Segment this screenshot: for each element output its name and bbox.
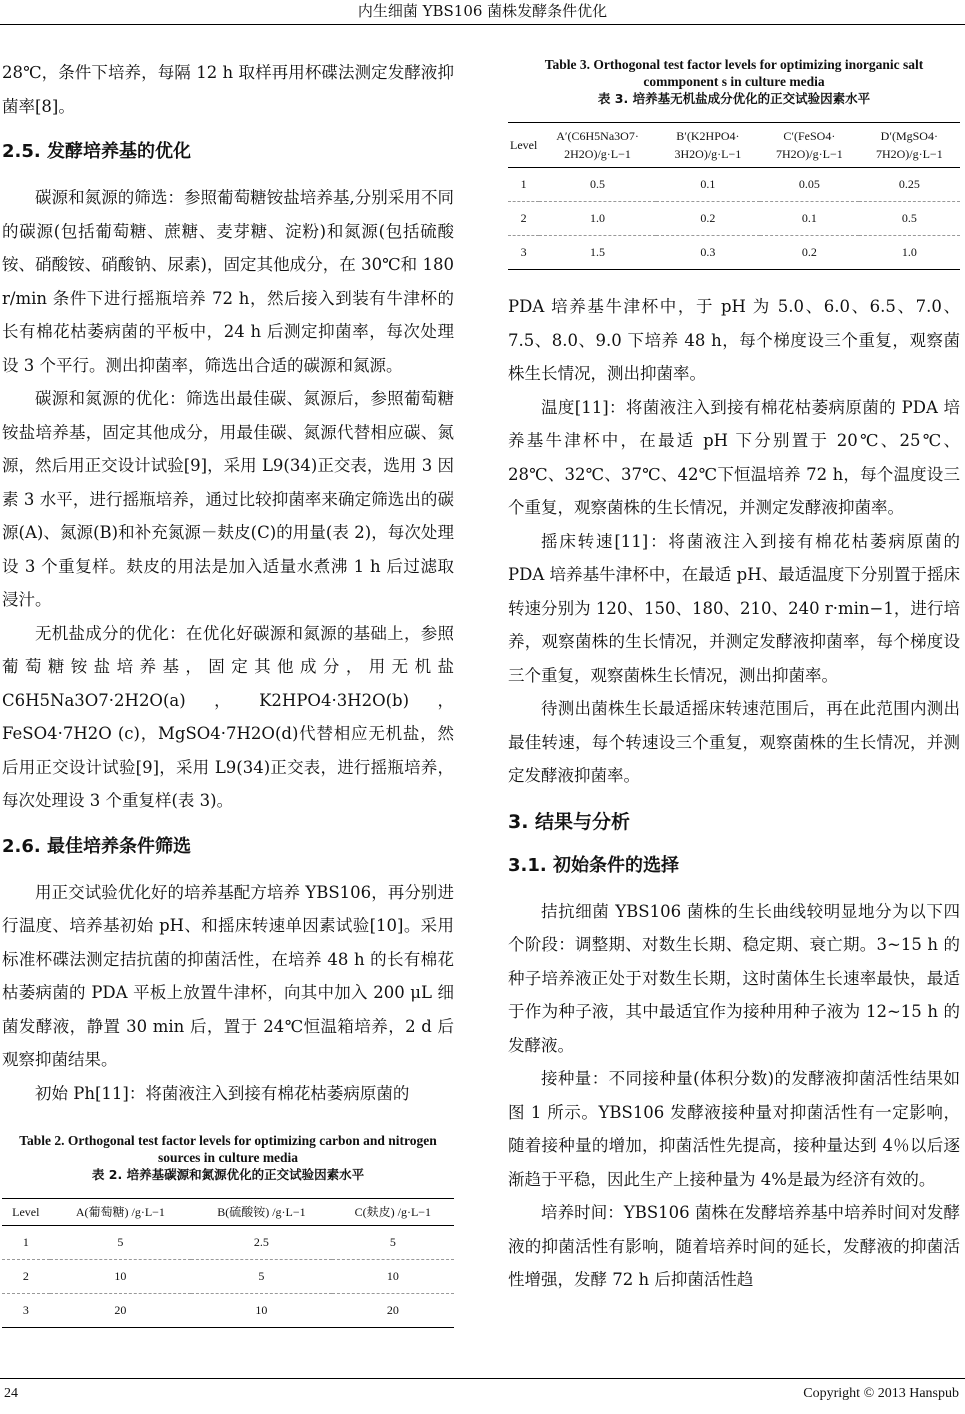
table-cell: 2 bbox=[2, 1260, 50, 1294]
table-cell: 2.5 bbox=[191, 1226, 332, 1260]
section-heading-2-6: 2.6. 最佳培养条件筛选 bbox=[2, 835, 191, 857]
table-cell: 20 bbox=[332, 1294, 454, 1328]
table-cell: 0.2 bbox=[656, 202, 760, 236]
table3-header: Level bbox=[508, 123, 539, 168]
section-heading-2-5: 2.5. 发酵培养基的优化 bbox=[2, 141, 191, 162]
copyright-notice: Copyright © 2013 Hanspub bbox=[803, 1386, 959, 1401]
paragraph: 温度[11]：将菌液注入到接有棉花枯萎病原菌的 PDA 培养基牛津杯中，在最适 pH 下分别置于 20℃、25℃、28℃、32℃、37℃、42℃下恒温培养 72 h，每个温度设三个重复，观察菌株的生长情况，并测定发酵液抑菌率。 bbox=[508, 397, 960, 517]
table3-header: B′(K2HPO4· 3H2O)/g·L−1 bbox=[656, 123, 760, 168]
page-number: 24 bbox=[4, 1386, 18, 1401]
table-cell: 2 bbox=[508, 202, 539, 236]
paragraph: 用正交试验优化好的培养基配方培养 YBS106，再分别进行温度、培养基初始 pH、和摇床转速单因素试验[10]。采用标准杯碟法测定拮抗菌的抑菌活性，在培养 48 h 的长有棉花枯萎病菌的 PDA 平板上放置牛津杯，向其中加入 200 μL 细菌发酵液，静置 30 min 后，置于 24℃恒温箱培养，2 d 后观察抑菌结果。 bbox=[2, 882, 454, 1069]
table2-header: A(葡萄糖) /g·L−1 bbox=[50, 1199, 192, 1226]
paragraph: 碳源和氮源的筛选：参照葡萄糖铵盐培养基,分别采用不同的碳源(包括葡萄糖、蔗糖、麦芽糖、淀粉)和氮源(包括硫酸铵、硝酸铵、硝酸钠、尿素)，固定其他成分，在 30℃和 180 r/min 条件下进行摇瓶培养 72 h，然后接入到装有牛津杯的长有棉花枯萎病菌的平板中，24 h 后测定抑菌率，每次处理设 3 个平行。测出抑菌率，筛选出合适的碳源和氮源。 bbox=[2, 188, 454, 375]
table3 bbox=[508, 122, 960, 270]
table-cell: 0.5 bbox=[539, 168, 655, 202]
table-cell: 1 bbox=[508, 168, 539, 202]
table-cell: 0.1 bbox=[656, 168, 760, 202]
table-cell: 0.1 bbox=[760, 202, 859, 236]
paragraph: 无机盐成分的优化：在优化好碳源和氮源的基础上，参照葡萄糖铵盐培养基，固定其他成分，用无机盐 C6H5Na3O7·2H2O(a)，K2HPO4·3H2O(b)，FeSO4·7H2O (c)，MgSO4·7H2O(d)代替相应无机盐，然后用正交设计试验[9]，采用 L9(34)正交表，进行摇瓶培养，每次处理设 3 个重复样(表 3)。 bbox=[2, 623, 454, 810]
table-cell: 3 bbox=[2, 1294, 50, 1328]
running-title: 内生细菌 YBS106 菌株发酵条件优化 bbox=[357, 2, 608, 20]
table-cell: 0.3 bbox=[656, 236, 760, 270]
paragraph: 初始 Ph[11]：将菌液注入到接有棉花枯萎病原菌的 bbox=[35, 1083, 410, 1103]
table-row bbox=[2, 1260, 454, 1294]
paragraph: 培养时间：YBS106 菌株在发酵培养基中培养时间对发酵液的抑菌活性有影响，随着培养时间的延长，发酵液的抑菌活性增强，发酵 72 h 后抑菌活性趋 bbox=[508, 1203, 960, 1289]
paragraph: 拮抗细菌 YBS106 菌株的生长曲线较明显地分为以下四个阶段：调整期、对数生长期、稳定期、衰亡期。3~15 h 的种子培养液正处于对数生长期，这时菌体生长速率最快，最适于作为种子液，其中最适宜作为接种用种子液为 12~15 h 的发酵液。 bbox=[508, 901, 960, 1055]
table-cell: 0.25 bbox=[859, 168, 960, 202]
table-cell: 1.0 bbox=[859, 236, 960, 270]
table-row bbox=[508, 202, 960, 236]
table-cell: 1.5 bbox=[539, 236, 655, 270]
table2-header: B(硫酸铵) /g·L−1 bbox=[191, 1199, 332, 1226]
table-row bbox=[2, 1226, 454, 1260]
table-cell: 10 bbox=[332, 1260, 454, 1294]
table-cell: 10 bbox=[50, 1260, 192, 1294]
section-heading-3-1: 3.1. 初始条件的选择 bbox=[508, 854, 679, 876]
table3-header: A′(C6H5Na3O7· 2H2O)/g·L−1 bbox=[539, 123, 655, 168]
table-cell: 0.2 bbox=[760, 236, 859, 270]
left-column bbox=[2, 56, 454, 1328]
table-cell: 3 bbox=[508, 236, 539, 270]
table3-header: C′(FeSO4· 7H2O)/g·L−1 bbox=[760, 123, 859, 168]
table-cell: 0.05 bbox=[760, 168, 859, 202]
table3-caption-en: Table 3. Orthogonal test factor levels for optimizing inorganic salt commponent s in culture media bbox=[544, 57, 924, 89]
footer-divider bbox=[0, 1378, 965, 1379]
table-cell: 0.5 bbox=[859, 202, 960, 236]
table-cell: 20 bbox=[50, 1294, 192, 1328]
paragraph: PDA 培养基牛津杯中，于 pH 为 5.0、6.0、6.5、7.0、7.5、8.0、9.0 下培养 48 h，每个梯度设三个重复，观察菌株生长情况，测出抑菌率。 bbox=[508, 297, 960, 383]
table-row bbox=[508, 168, 960, 202]
table2-header: Level bbox=[2, 1199, 50, 1226]
table-row bbox=[508, 236, 960, 270]
paragraph: 待测出菌株生长最适摇床转速范围后，再在此范围内测出最佳转速，每个转速设三个重复，观察菌株的生长情况，并测定发酵液抑菌率。 bbox=[508, 699, 960, 785]
table-cell: 1.0 bbox=[539, 202, 655, 236]
table2-caption-cn: 表 2. 培养基碳源和氮源优化的正交试验因素水平 bbox=[91, 1167, 365, 1182]
paragraph: 碳源和氮源的优化：筛选出最佳碳、氮源后，参照葡萄糖铵盐培养基，固定其他成分，用最佳碳、氮源代替相应碳、氮源，然后用正交设计试验[9]，采用 L9(34)正交表，选用 3 因素 3 水平，进行摇瓶培养，通过比较抑菌率来确定筛选出的碳源(A)、氮源(B)和补充氮源－麸皮(C)的用量(表 2)，每次处理设 3 个重复样。麸皮的用法是加入适量水煮沸 1 h 后过滤取浸汁。 bbox=[2, 389, 454, 609]
table2-caption-en: Table 2. Orthogonal test factor levels for optimizing carbon and nitrogen sources in culture media bbox=[19, 1133, 437, 1165]
paragraph: 接种量：不同接种量(体积分数)的发酵液抑菌活性结果如图 1 所示。YBS106 发酵液接种量对抑菌活性有一定影响，随着接种量的增加，抑菌活性先提高，接种量达到 4％以后逐渐趋于平稳，因此生产上接种量为 4%是最为经济有效的。 bbox=[508, 1069, 960, 1189]
table-cell: 5 bbox=[50, 1226, 192, 1260]
paragraph: 28℃，条件下培养，每隔 12 h 取样再用杯碟法测定发酵液抑菌率[8]。 bbox=[2, 63, 454, 116]
table2 bbox=[2, 1198, 454, 1328]
running-header bbox=[0, 0, 965, 25]
table-row bbox=[2, 1294, 454, 1328]
table3-caption-cn: 表 3. 培养基无机盐成分优化的正交试验因素水平 bbox=[597, 91, 871, 106]
table-cell: 10 bbox=[191, 1294, 332, 1328]
table3-header: D′(MgSO4· 7H2O)/g·L−1 bbox=[859, 123, 960, 168]
table2-header: C(麸皮) /g·L−1 bbox=[332, 1199, 454, 1226]
right-column bbox=[508, 56, 960, 1297]
table-cell: 1 bbox=[2, 1226, 50, 1260]
table-cell: 5 bbox=[332, 1226, 454, 1260]
section-heading-3: 3. 结果与分析 bbox=[508, 810, 631, 833]
table-cell: 5 bbox=[191, 1260, 332, 1294]
paragraph: 摇床转速[11]：将菌液注入到接有棉花枯萎病原菌的 PDA 培养基牛津杯中，在最适 pH、最适温度下分别置于摇床转速分别为 120、150、180、210、240 r·min−1，进行培养，观察菌株的生长情况，并测定发酵液抑菌率，每个梯度设三个重复，观察菌株生长情况，测出抑菌率。 bbox=[508, 531, 960, 685]
